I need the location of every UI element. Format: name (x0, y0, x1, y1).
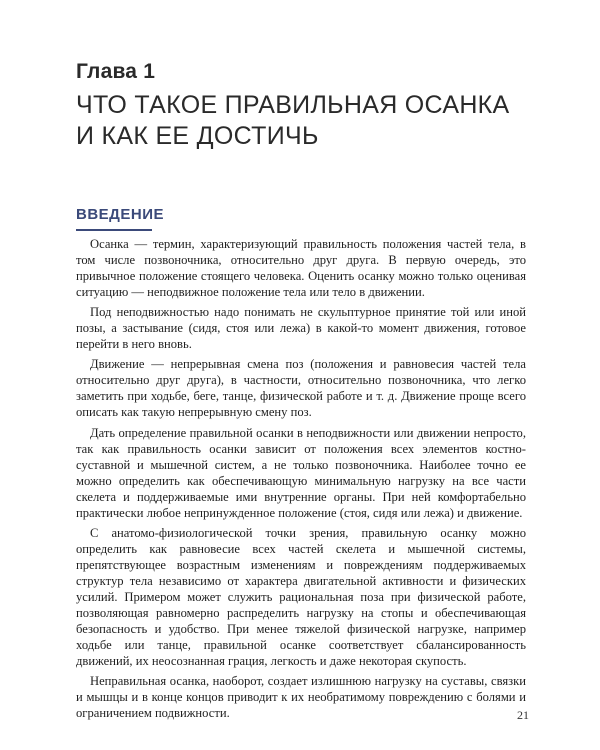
paragraph: Осанка — термин, характеризующий правильность положения частей тела, в том числе позвоночника, относительно друг друга. В первую очередь, это привычное положение стоящего человека. Оценить осанку можно только оценивая ситуацию — неподвижное положение тела или тело в движении. (76, 237, 526, 300)
chapter-label: Глава 1 (76, 60, 156, 83)
paragraph: С анатомо-физиологической точки зрения, правильную осанку можно определить как равновесие всех частей скелета и мышечной системы, препятствующее возрастным изменениям и повреждениям поддерживаемых структур тела независимо от характера двигательной активности и физических усилий. Примером может служить рациональная поза при физической работе, позволяющая равномерно распределить нагрузку на стопы и обеспечивающая безопасность и удобство. При менее тяжелой физической нагрузке, например ходьбе или танце, правильной осанке соответствует сбалансированность движений, их неосознанная грация, легкость и даже некоторая скупость. (76, 525, 526, 669)
section-heading-underline (76, 229, 152, 231)
paragraph: Дать определение правильной осанки в неподвижности или движении непросто, так как правильность осанки зависит от положения всех элементов костно-суставной и мышечной систем, а не только позвоночника. Наиболее точно ее можно определить как обеспечивающую минимальную нагрузку на все части скелета и поддерживаемые ими внутренние органы. При ней комфортабельно практически любое непринужденное положение (стоя, сидя или лежа) и движение. (76, 425, 526, 520)
chapter-title-line: И КАК ЕЕ ДОСТИЧЬ (76, 122, 319, 150)
paragraph: Под неподвижностью надо понимать не скульптурное принятие той или иной позы, а застывание (сидя, стоя или лежа) в какой-то момент движения, готовое перейти в него вновь. (76, 305, 526, 352)
section-heading: ВВЕДЕНИЕ (76, 206, 164, 223)
page-number: 21 (517, 708, 529, 722)
paragraph: Неправильная осанка, наоборот, создает излишнюю нагрузку на суставы, связки и мышцы и в конце концов приводит к их необратимому повреждению с болями и ограничением подвижности. (76, 674, 526, 721)
body-text (76, 236, 526, 725)
chapter-title (76, 90, 546, 152)
chapter-title-line: ЧТО ТАКОЕ ПРАВИЛЬНАЯ ОСАНКА (76, 91, 510, 119)
paragraph: Движение — непрерывная смена поз (положения и равновесия частей тела относительно друг друга), в частности, относительно позвоночника, что легко заметить при ходьбе, беге, танце, физической работе и т. д. Движение проще всего описать как такую непрерывную смену поз. (76, 357, 526, 420)
